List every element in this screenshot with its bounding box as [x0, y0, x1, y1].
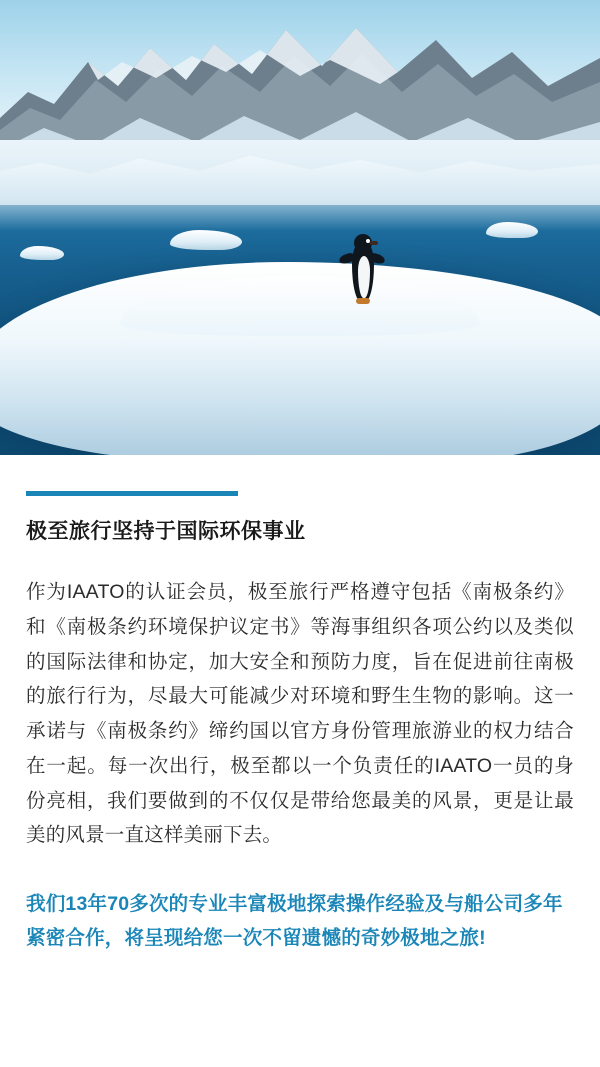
page-title: 极至旅行坚持于国际环保事业 — [26, 520, 306, 543]
hero-image — [0, 0, 600, 455]
article-content — [0, 455, 600, 956]
body-paragraph: 作为IAATO的认证会员，极至旅行严格遵守包括《南极条约》和《南极条约环境保护议定书》等海事组织各项公约以及类似的国际法律和协定，加大安全和预防力度，旨在促进前往南极的旅行行为，尽最大可能减少对环境和野生生物的影响。这一承诺与《南极条约》缔约国以官方身份管理旅游业的权力结合在一起。每一次出行，极至都以一个负责任的IAATO一员的身份亮相，我们要做到的不仅仅是带给您最美的风景，更是让最美的风景一直这样美丽下去。 — [26, 581, 574, 847]
penguin-icon — [338, 232, 386, 316]
penguin-beak — [370, 241, 378, 245]
small-iceberg — [486, 222, 538, 238]
penguin-feet — [356, 298, 370, 304]
highlight-paragraph: 我们13年70多次的专业丰富极地探索操作经验及与船公司多年紧密合作，将呈现给您一次不留遗憾的奇妙极地之旅! — [26, 892, 563, 950]
small-iceberg — [20, 246, 64, 260]
accent-divider — [26, 491, 238, 496]
